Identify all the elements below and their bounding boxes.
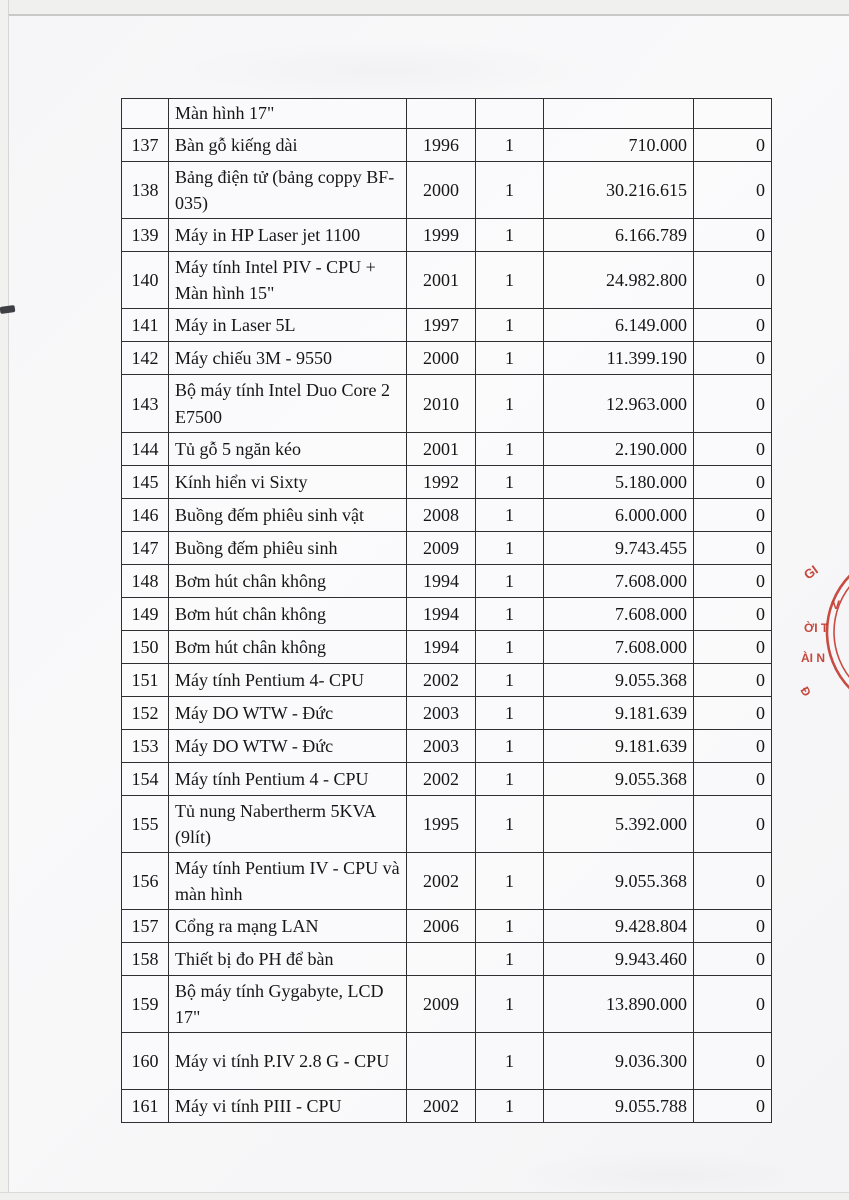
asset-table-body — [122, 99, 772, 1123]
value-cell: 24.982.800 — [544, 252, 694, 309]
table-row — [122, 252, 772, 309]
residual-value-cell: 0 — [694, 531, 772, 564]
value-cell: 7.608.000 — [544, 597, 694, 630]
row-number-cell: 138 — [122, 162, 169, 219]
residual-value-cell: 0 — [694, 162, 772, 219]
row-number-cell: 142 — [122, 342, 169, 375]
table-row — [122, 375, 772, 432]
stamp-text-fragment: V — [832, 598, 841, 612]
quantity-cell: 1 — [476, 432, 544, 465]
year-cell: 1997 — [407, 309, 476, 342]
quantity-cell: 1 — [476, 696, 544, 729]
table-row — [122, 976, 772, 1033]
asset-name-cell: Thiết bị đo PH để bàn — [169, 943, 407, 976]
table-row — [122, 531, 772, 564]
quantity-cell — [476, 99, 544, 129]
scan-edge-bottom — [0, 1192, 849, 1200]
scan-smudge — [180, 40, 600, 100]
residual-value-cell: 0 — [694, 852, 772, 909]
asset-name-cell: Màn hình 17" — [169, 99, 407, 129]
value-cell: 710.000 — [544, 129, 694, 162]
residual-value-cell: 0 — [694, 762, 772, 795]
row-number-cell: 153 — [122, 729, 169, 762]
year-cell: 1995 — [407, 795, 476, 852]
quantity-cell: 1 — [476, 129, 544, 162]
table-row — [122, 564, 772, 597]
year-cell: 2002 — [407, 762, 476, 795]
table-row — [122, 630, 772, 663]
value-cell: 13.890.000 — [544, 976, 694, 1033]
quantity-cell: 1 — [476, 309, 544, 342]
asset-name-cell: Máy DO WTW - Đức — [169, 729, 407, 762]
value-cell: 9.428.804 — [544, 910, 694, 943]
red-stamp-partial — [786, 548, 849, 716]
row-number-cell: 155 — [122, 795, 169, 852]
table-row — [122, 943, 772, 976]
stamp-text-fragment: ỜI T — [804, 621, 829, 635]
asset-name-cell: Bơm hút chân không — [169, 564, 407, 597]
value-cell: 30.216.615 — [544, 162, 694, 219]
year-cell: 2001 — [407, 432, 476, 465]
residual-value-cell: 0 — [694, 564, 772, 597]
asset-inventory-table — [121, 98, 772, 1123]
asset-name-cell: Bơm hút chân không — [169, 630, 407, 663]
year-cell: 2003 — [407, 729, 476, 762]
asset-name-cell: Bảng điện tử (bảng coppy BF-035) — [169, 162, 407, 219]
value-cell: 2.190.000 — [544, 432, 694, 465]
row-number-cell: 145 — [122, 465, 169, 498]
year-cell: 2010 — [407, 375, 476, 432]
asset-name-cell: Cổng ra mạng LAN — [169, 910, 407, 943]
residual-value-cell: 0 — [694, 498, 772, 531]
year-cell: 2001 — [407, 252, 476, 309]
year-cell: 2002 — [407, 852, 476, 909]
year-cell: 1994 — [407, 630, 476, 663]
row-number-cell: 144 — [122, 432, 169, 465]
asset-name-cell: Bàn gỗ kiếng dài — [169, 129, 407, 162]
stamp-ring-arcs — [827, 551, 849, 713]
value-cell: 9.055.368 — [544, 762, 694, 795]
asset-name-cell: Máy tính Intel PIV - CPU + Màn hình 15" — [169, 252, 407, 309]
table-row — [122, 99, 772, 129]
year-cell: 2006 — [407, 910, 476, 943]
table-row — [122, 129, 772, 162]
asset-name-cell: Buồng đếm phiêu sinh vật — [169, 498, 407, 531]
residual-value-cell: 0 — [694, 309, 772, 342]
table-row — [122, 795, 772, 852]
row-number-cell: 149 — [122, 597, 169, 630]
asset-name-cell: Bơm hút chân không — [169, 597, 407, 630]
year-cell: 1992 — [407, 465, 476, 498]
row-number-cell: 146 — [122, 498, 169, 531]
table-row — [122, 219, 772, 252]
table-row — [122, 663, 772, 696]
residual-value-cell: 0 — [694, 432, 772, 465]
table-row — [122, 309, 772, 342]
asset-name-cell: Máy in Laser 5L — [169, 309, 407, 342]
year-cell: 1999 — [407, 219, 476, 252]
quantity-cell: 1 — [476, 498, 544, 531]
value-cell: 7.608.000 — [544, 564, 694, 597]
residual-value-cell: 0 — [694, 129, 772, 162]
quantity-cell: 1 — [476, 976, 544, 1033]
year-cell — [407, 943, 476, 976]
row-number-cell: 150 — [122, 630, 169, 663]
stamp-text-fragment: Đ — [797, 684, 814, 699]
residual-value-cell: 0 — [694, 943, 772, 976]
year-cell — [407, 99, 476, 129]
row-number-cell: 157 — [122, 910, 169, 943]
asset-name-cell: Máy DO WTW - Đức — [169, 696, 407, 729]
quantity-cell: 1 — [476, 219, 544, 252]
row-number-cell: 141 — [122, 309, 169, 342]
quantity-cell: 1 — [476, 1033, 544, 1090]
quantity-cell: 1 — [476, 375, 544, 432]
value-cell: 6.149.000 — [544, 309, 694, 342]
value-cell: 12.963.000 — [544, 375, 694, 432]
table-row — [122, 910, 772, 943]
year-cell: 1994 — [407, 564, 476, 597]
table-row — [122, 342, 772, 375]
table-row — [122, 432, 772, 465]
quantity-cell: 1 — [476, 531, 544, 564]
row-number-cell: 160 — [122, 1033, 169, 1090]
value-cell: 9.055.788 — [544, 1090, 694, 1123]
residual-value-cell: 0 — [694, 1033, 772, 1090]
residual-value-cell: 0 — [694, 729, 772, 762]
row-number-cell: 152 — [122, 696, 169, 729]
quantity-cell: 1 — [476, 1090, 544, 1123]
year-cell: 2008 — [407, 498, 476, 531]
year-cell: 2000 — [407, 162, 476, 219]
year-cell: 1996 — [407, 129, 476, 162]
row-number-cell: 151 — [122, 663, 169, 696]
value-cell: 9.943.460 — [544, 943, 694, 976]
quantity-cell: 1 — [476, 630, 544, 663]
scan-edge-top — [0, 0, 849, 16]
quantity-cell: 1 — [476, 162, 544, 219]
quantity-cell: 1 — [476, 729, 544, 762]
residual-value-cell: 0 — [694, 630, 772, 663]
residual-value-cell: 0 — [694, 465, 772, 498]
asset-name-cell: Máy in HP Laser jet 1100 — [169, 219, 407, 252]
quantity-cell: 1 — [476, 252, 544, 309]
year-cell: 2009 — [407, 531, 476, 564]
asset-name-cell: Tủ gỗ 5 ngăn kéo — [169, 432, 407, 465]
binder-mark — [0, 305, 15, 314]
value-cell: 9.036.300 — [544, 1033, 694, 1090]
asset-name-cell: Bộ máy tính Intel Duo Core 2 E7500 — [169, 375, 407, 432]
quantity-cell: 1 — [476, 663, 544, 696]
table-row — [122, 696, 772, 729]
residual-value-cell: 0 — [694, 976, 772, 1033]
row-number-cell: 139 — [122, 219, 169, 252]
year-cell: 2009 — [407, 976, 476, 1033]
value-cell: 9.743.455 — [544, 531, 694, 564]
row-number-cell: 140 — [122, 252, 169, 309]
row-number-cell: 159 — [122, 976, 169, 1033]
row-number-cell: 148 — [122, 564, 169, 597]
value-cell: 6.166.789 — [544, 219, 694, 252]
value-cell: 9.055.368 — [544, 663, 694, 696]
row-number-cell: 137 — [122, 129, 169, 162]
value-cell: 9.055.368 — [544, 852, 694, 909]
residual-value-cell: 0 — [694, 375, 772, 432]
value-cell — [544, 99, 694, 129]
residual-value-cell: 0 — [694, 1090, 772, 1123]
asset-name-cell: Kính hiển vi Sixty — [169, 465, 407, 498]
quantity-cell: 1 — [476, 795, 544, 852]
residual-value-cell: 0 — [694, 597, 772, 630]
row-number-cell: 147 — [122, 531, 169, 564]
asset-name-cell: Máy vi tính PIII - CPU — [169, 1090, 407, 1123]
asset-name-cell: Buồng đếm phiêu sinh — [169, 531, 407, 564]
value-cell: 7.608.000 — [544, 630, 694, 663]
row-number-cell: 161 — [122, 1090, 169, 1123]
quantity-cell: 1 — [476, 465, 544, 498]
stamp-text-fragment: GI — [800, 562, 821, 583]
residual-value-cell: 0 — [694, 696, 772, 729]
quantity-cell: 1 — [476, 762, 544, 795]
asset-name-cell: Máy chiếu 3M - 9550 — [169, 342, 407, 375]
residual-value-cell: 0 — [694, 663, 772, 696]
quantity-cell: 1 — [476, 910, 544, 943]
scan-edge-left — [0, 0, 9, 1200]
table-row — [122, 498, 772, 531]
asset-name-cell: Máy vi tính P.IV 2.8 G - CPU — [169, 1033, 407, 1090]
table-row — [122, 465, 772, 498]
table-row — [122, 597, 772, 630]
year-cell: 1994 — [407, 597, 476, 630]
table-row — [122, 1090, 772, 1123]
row-number-cell: 156 — [122, 852, 169, 909]
asset-name-cell: Máy tính Pentium IV - CPU và màn hình — [169, 852, 407, 909]
residual-value-cell — [694, 99, 772, 129]
residual-value-cell: 0 — [694, 219, 772, 252]
year-cell: 2002 — [407, 663, 476, 696]
asset-name-cell: Máy tính Pentium 4- CPU — [169, 663, 407, 696]
quantity-cell: 1 — [476, 852, 544, 909]
year-cell: 2002 — [407, 1090, 476, 1123]
quantity-cell: 1 — [476, 342, 544, 375]
table-row — [122, 852, 772, 909]
table-row — [122, 162, 772, 219]
value-cell: 5.180.000 — [544, 465, 694, 498]
row-number-cell: 154 — [122, 762, 169, 795]
residual-value-cell: 0 — [694, 342, 772, 375]
table-row — [122, 1033, 772, 1090]
row-number-cell: 158 — [122, 943, 169, 976]
residual-value-cell: 0 — [694, 252, 772, 309]
row-number-cell: 143 — [122, 375, 169, 432]
table-row — [122, 762, 772, 795]
stamp-text-fragment: ÀI N — [801, 651, 825, 665]
value-cell: 5.392.000 — [544, 795, 694, 852]
year-cell: 2000 — [407, 342, 476, 375]
residual-value-cell: 0 — [694, 910, 772, 943]
quantity-cell: 1 — [476, 564, 544, 597]
value-cell: 9.181.639 — [544, 696, 694, 729]
quantity-cell: 1 — [476, 943, 544, 976]
value-cell: 9.181.639 — [544, 729, 694, 762]
asset-name-cell: Bộ máy tính Gygabyte, LCD 17" — [169, 976, 407, 1033]
asset-name-cell: Máy tính Pentium 4 - CPU — [169, 762, 407, 795]
year-cell: 2003 — [407, 696, 476, 729]
asset-name-cell: Tủ nung Nabertherm 5KVA (9lít) — [169, 795, 407, 852]
residual-value-cell: 0 — [694, 795, 772, 852]
table-row — [122, 729, 772, 762]
year-cell — [407, 1033, 476, 1090]
value-cell: 6.000.000 — [544, 498, 694, 531]
quantity-cell: 1 — [476, 597, 544, 630]
value-cell: 11.399.190 — [544, 342, 694, 375]
row-number-cell — [122, 99, 169, 129]
